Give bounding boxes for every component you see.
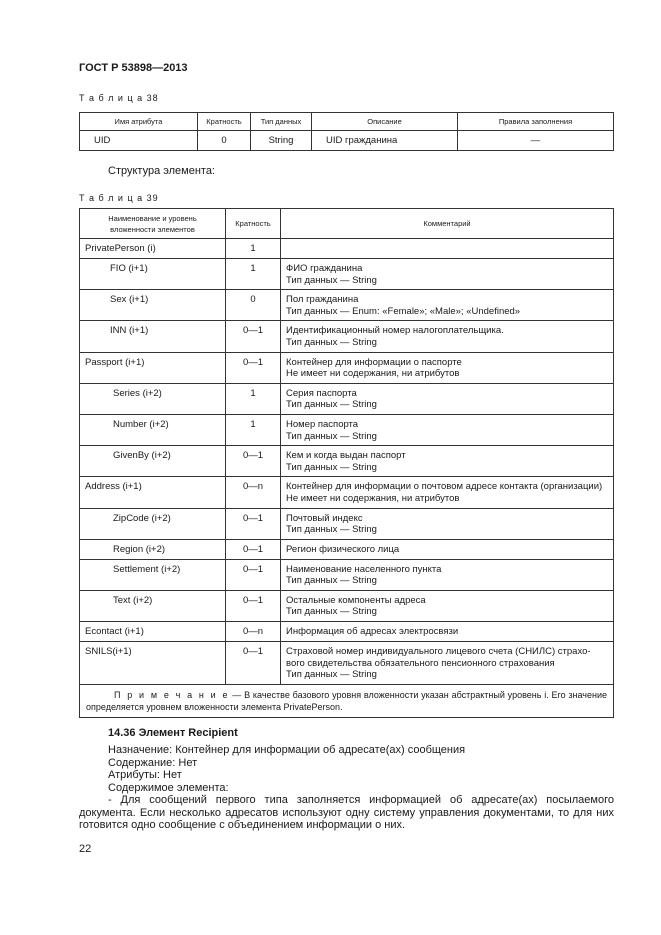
comment-cell <box>281 642 614 685</box>
comment-line: Тип данных — Enum: «Female»; «Male»; «Undefined» <box>286 305 521 317</box>
table-39-caption: Т а б л и ц а 39 <box>79 193 159 203</box>
comment-line: Идентификационный номер налогоплательщика. <box>286 325 504 337</box>
page-number: 22 <box>79 843 92 855</box>
multiplicity-cell: 0—1 <box>226 321 281 352</box>
comment-cell <box>281 508 614 539</box>
table-38 <box>79 112 614 151</box>
comment-line: Остальные компоненты адреса <box>286 594 426 606</box>
comment-line: Тип данных — String <box>286 461 377 473</box>
table-cell: 0 <box>198 131 251 151</box>
multiplicity-cell: 0—1 <box>226 590 281 621</box>
element-name-cell: Econtact (i+1) <box>80 622 226 642</box>
element-name-cell: INN (i+1) <box>80 321 226 352</box>
table-row <box>80 321 614 352</box>
comment-cell <box>281 559 614 590</box>
comment-line: Тип данных — String <box>286 524 377 536</box>
table-row <box>80 383 614 414</box>
table-39 <box>79 208 614 718</box>
comment-line: Почтовый индекс <box>286 512 363 524</box>
multiplicity-cell: 0—1 <box>226 539 281 559</box>
multiplicity-cell: 0—1 <box>226 446 281 477</box>
column-header: Кратность <box>198 113 251 131</box>
column-header: Тип данных <box>251 113 312 131</box>
attributes-line: Атрибуты: Нет <box>108 769 182 781</box>
comment-line: Пол гражданина <box>286 294 359 306</box>
comment-cell <box>281 383 614 414</box>
table-note <box>80 684 614 717</box>
table-cell: UID гражданина <box>312 131 458 151</box>
table-row <box>80 559 614 590</box>
document-header: ГОСТ Р 53898—2013 <box>79 62 188 74</box>
comment-line: вого свидетельства обязательного пенсионного страхования <box>286 657 555 669</box>
comment-line: Не имеет ни содержания, ни атрибутов <box>286 492 460 504</box>
comment-cell <box>281 477 614 508</box>
comment-line: Кем и когда выдан паспорт <box>286 450 406 462</box>
table-cell: — <box>458 131 614 151</box>
column-header: Наименование и уровень вложенности элементов <box>80 209 226 239</box>
table-row <box>80 590 614 621</box>
column-header: Кратность <box>226 209 281 239</box>
section-title: 14.36 Элемент Recipient <box>108 727 238 739</box>
multiplicity-cell: 0—n <box>226 477 281 508</box>
element-name-cell: SNILS(i+1) <box>80 642 226 685</box>
table-row <box>80 508 614 539</box>
table-row <box>80 539 614 559</box>
section-body <box>79 744 614 832</box>
table-row <box>80 642 614 685</box>
comment-line: Контейнер для информации о паспорте <box>286 356 462 368</box>
comment-line: Наименование населенного пункта <box>286 563 442 575</box>
comment-line: Информация об адресах электросвязи <box>286 626 459 638</box>
multiplicity-cell: 1 <box>226 383 281 414</box>
table-row <box>80 446 614 477</box>
structure-intro: Структура элемента: <box>108 165 215 177</box>
comment-cell <box>281 414 614 445</box>
note-text: — В качестве базового уровня вложенности указан абстрактный уровень i. Его значение определяется уровнем вложенности элемента PrivatePerson. <box>86 689 607 712</box>
table-row <box>80 290 614 321</box>
element-name-cell: ZipCode (i+2) <box>80 508 226 539</box>
comment-cell <box>281 259 614 290</box>
column-header: Комментарий <box>281 209 614 239</box>
element-content-line: Содержимое элемента: <box>108 781 229 794</box>
element-name-cell: PrivatePerson (i) <box>80 239 226 259</box>
multiplicity-cell: 0—1 <box>226 508 281 539</box>
element-name-cell: Text (i+2) <box>80 590 226 621</box>
element-name-cell: Number (i+2) <box>80 414 226 445</box>
table-38-caption: Т а б л и ц а 38 <box>79 93 159 103</box>
table-row <box>80 239 614 259</box>
element-name-cell: Series (i+2) <box>80 383 226 414</box>
multiplicity-cell: 1 <box>226 239 281 259</box>
multiplicity-cell: 0—1 <box>226 642 281 685</box>
comment-line: Тип данных — String <box>286 606 377 618</box>
element-name-cell: GivenBy (i+2) <box>80 446 226 477</box>
multiplicity-cell: 1 <box>226 259 281 290</box>
comment-line: Не имеет ни содержания, ни атрибутов <box>286 368 460 380</box>
table-38-header-row <box>80 113 614 131</box>
element-name-cell: Sex (i+1) <box>80 290 226 321</box>
comment-line: Тип данных — String <box>286 669 377 681</box>
column-header: Имя атрибута <box>80 113 198 131</box>
comment-line: Серия паспорта <box>286 387 357 399</box>
column-header: Правила заполнения <box>458 113 614 131</box>
comment-line: Регион физического лица <box>286 543 400 555</box>
multiplicity-cell: 1 <box>226 414 281 445</box>
comment-line: Тип данных — String <box>286 274 377 286</box>
comment-line: Тип данных — String <box>286 575 377 587</box>
column-header: Описание <box>312 113 458 131</box>
note-label: П р и м е ч а н и е <box>114 689 230 700</box>
table-cell: String <box>251 131 312 151</box>
table-row <box>80 259 614 290</box>
table-note-row <box>80 684 614 717</box>
table-39-header-row <box>80 209 614 239</box>
comment-cell <box>281 352 614 383</box>
comment-line: Страховой номер индивидуального лицевого счета (СНИЛС) страхо- <box>286 646 591 658</box>
comment-line: Номер паспорта <box>286 418 359 430</box>
section-paragraph: - Для сообщений первого типа заполняется информацией об адресате(ах) посылаемого документа. Если несколько адресатов используют одну систему управления документами, то для них готовится одно сообщение с объединением информации о них. <box>79 794 614 831</box>
table-row <box>80 352 614 383</box>
comment-cell <box>281 539 614 559</box>
element-name-cell: Settlement (i+2) <box>80 559 226 590</box>
comment-line: Тип данных — String <box>286 399 377 411</box>
multiplicity-cell: 0 <box>226 290 281 321</box>
multiplicity-cell: 0—n <box>226 622 281 642</box>
comment-line: ФИО гражданина <box>286 263 363 274</box>
purpose-line: Назначение: Контейнер для информации об адресате(ах) сообщения <box>108 744 466 756</box>
element-name-cell: FIO (i+1) <box>80 259 226 290</box>
table-row <box>80 131 614 151</box>
comment-cell <box>281 290 614 321</box>
comment-line: Тип данных — String <box>286 336 377 348</box>
element-name-cell: Address (i+1) <box>80 477 226 508</box>
table-row <box>80 477 614 508</box>
element-name-cell: Region (i+2) <box>80 539 226 559</box>
element-name-cell: Passport (i+1) <box>80 352 226 383</box>
comment-cell <box>281 590 614 621</box>
comment-line: Тип данных — String <box>286 430 377 442</box>
comment-cell <box>281 622 614 642</box>
comment-cell <box>281 446 614 477</box>
content-line: Содержание: Нет <box>108 756 198 769</box>
multiplicity-cell: 0—1 <box>226 559 281 590</box>
multiplicity-cell: 0—1 <box>226 352 281 383</box>
table-row <box>80 622 614 642</box>
comment-line: Контейнер для информации о почтовом адресе контакта (организации) <box>286 481 603 493</box>
table-row <box>80 414 614 445</box>
comment-cell <box>281 239 614 259</box>
table-cell: UID <box>80 131 198 151</box>
comment-cell <box>281 321 614 352</box>
